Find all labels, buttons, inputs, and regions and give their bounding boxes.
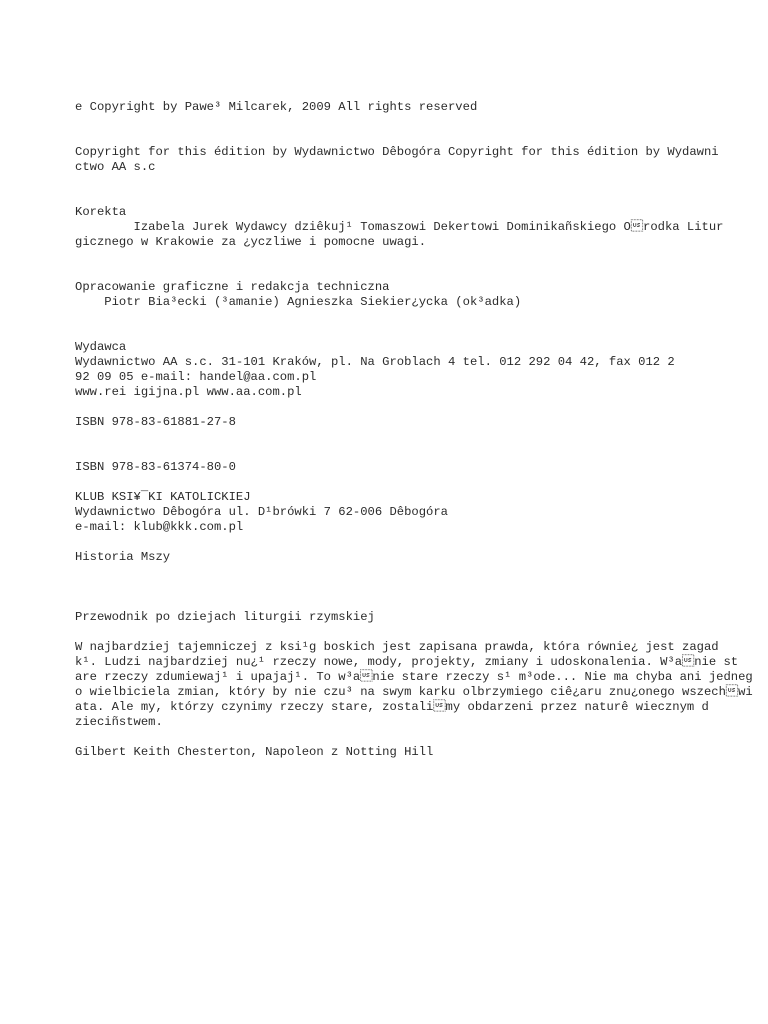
text-line: [75, 190, 755, 205]
text-line: [75, 595, 755, 610]
text-line: [75, 325, 755, 340]
text-line: Copyright for this édition by Wydawnictwo Dêbogóra Copyright for this édition by Wydawni: [75, 145, 719, 159]
text-line: Opracowanie graficzne i redakcja techniczna: [75, 280, 390, 294]
text-line: [75, 535, 755, 550]
text-line: e Copyright by Pawe³ Milcarek, 2009 All rights reserved: [75, 100, 478, 114]
text-line: ISBN 978-83-61374-80-0: [75, 460, 236, 474]
text-line: o wielbiciela zmian, który by nie czu³ na swym karku olbrzymiego ciê¿aru znu¿onego wszech wi: [75, 685, 753, 699]
text-line: k¹. Ludzi najbardziej nu¿¹ rzeczy nowe, mody, projekty, zmiany i udoskonalenia. W³a nie st: [75, 655, 739, 669]
text-line: Przewodnik po dziejach liturgii rzymskiej: [75, 610, 375, 624]
text-line: 92 09 05 e-mail: handel@aa.com.pl: [75, 370, 317, 384]
text-line: [75, 115, 755, 130]
text-line: [75, 130, 755, 145]
text-line: e-mail: klub@kkk.com.pl: [75, 520, 244, 534]
text-line: are rzeczy zdumiewaj¹ i upajaj¹. To w³a nie stare rzeczy s¹ m³ode... Nie ma chyba ani jedneg: [75, 670, 753, 684]
text-line: [75, 250, 755, 265]
text-line: zieciñstwem.: [75, 715, 163, 729]
text-line: [75, 730, 755, 745]
text-line: KLUB KSI¥¯KI KATOLICKIEJ: [75, 490, 251, 504]
text-line: ctwo AA s.c: [75, 160, 156, 174]
text-line: [75, 175, 755, 190]
text-line: W najbardziej tajemniczej z ksi¹g boskich jest zapisana prawda, która równie¿ jest zagad: [75, 640, 719, 654]
text-line: [75, 565, 755, 580]
text-line: [75, 625, 755, 640]
text-line: Wydawca: [75, 340, 127, 354]
text-line: [75, 580, 755, 595]
text-line: Wydawnictwo Dêbogóra ul. D¹brówki 7 62-006 Dêbogóra: [75, 505, 448, 519]
text-line: [75, 400, 755, 415]
text-line: Gilbert Keith Chesterton, Napoleon z Notting Hill: [75, 745, 434, 759]
document-body: [75, 100, 755, 760]
text-line: [75, 445, 755, 460]
text-line: [75, 265, 755, 280]
text-line: Izabela Jurek Wydawcy dziêkuj¹ Tomaszowi Dekertowi Dominikañskiego O rodka Litur: [75, 220, 724, 234]
text-line: Wydawnictwo AA s.c. 31-101 Kraków, pl. Na Groblach 4 tel. 012 292 04 42, fax 012 2: [75, 355, 675, 369]
text-line: [75, 310, 755, 325]
text-line: gicznego w Krakowie za ¿yczliwe i pomocne uwagi.: [75, 235, 427, 249]
text-line: www.rei igijna.pl www.aa.com.pl: [75, 385, 302, 399]
text-line: Historia Mszy: [75, 550, 171, 564]
text-line: [75, 430, 755, 445]
text-line: Korekta: [75, 205, 127, 219]
text-line: ata. Ale my, którzy czynimy rzeczy stare, zostali my obdarzeni przez naturê wiecznym d: [75, 700, 709, 714]
text-line: Piotr Bia³ecki (³amanie) Agnieszka Siekier¿ycka (ok³adka): [75, 295, 522, 309]
text-line: [75, 475, 755, 490]
text-line: ISBN 978-83-61881-27-8: [75, 415, 236, 429]
